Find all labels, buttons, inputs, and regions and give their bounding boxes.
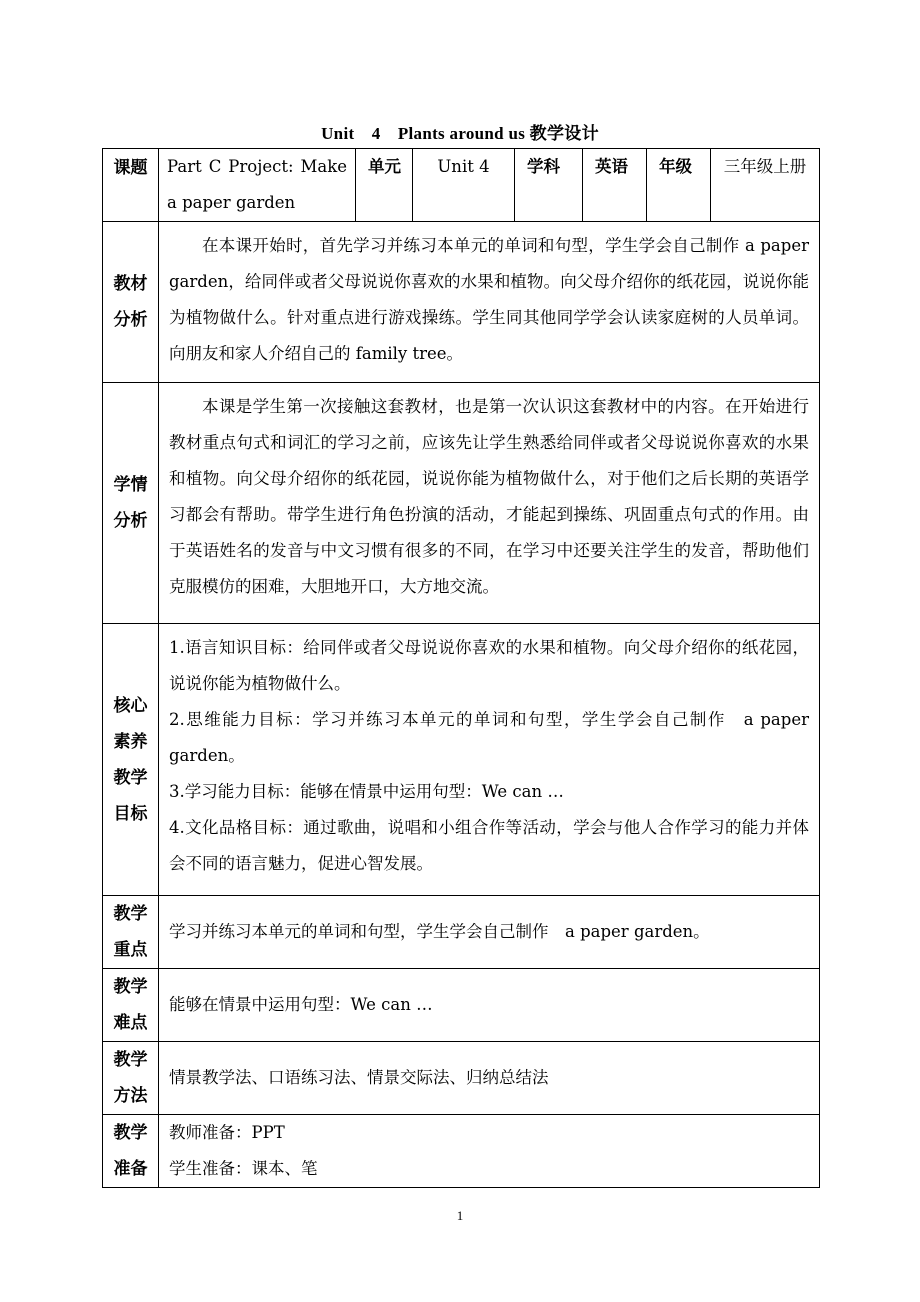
label-line: 核心 xyxy=(113,695,148,716)
unit-value: Unit 4 xyxy=(413,149,515,222)
label-line: 素养 xyxy=(113,731,148,752)
core-goals-label xyxy=(103,624,159,896)
subject-value: 英语 xyxy=(583,149,647,222)
teacher-prep: 教师准备：PPT xyxy=(169,1123,285,1142)
student-analysis-label xyxy=(103,383,159,624)
textbook-analysis-label xyxy=(103,222,159,383)
header-row xyxy=(103,149,820,222)
preparation-text xyxy=(159,1115,820,1188)
label-line: 教学 xyxy=(113,1123,148,1143)
topic-label: 课题 xyxy=(103,149,159,222)
label-line: 学情 xyxy=(113,475,148,495)
lesson-plan-table xyxy=(102,148,820,1188)
student-analysis-row xyxy=(103,383,820,624)
label-line: 教学 xyxy=(113,977,148,997)
textbook-analysis-text: 在本课开始时，首先学习并练习本单元的单词和句型，学生学会自己制作 a paper garden，给同伴或者父母说说你喜欢的水果和植物。向父母介绍你的纸花园，说说你能为植物做什么。针对重点进行游戏操练。学生同其他同学学会认读家庭树的人员单词。向朋友和家人介绍自己的 family tree。 xyxy=(159,222,820,383)
goal-item: 1.语言知识目标：给同伴或者父母说说你喜欢的水果和植物。向父母介绍你的纸花园，说说你能为植物做什么。 xyxy=(169,638,809,693)
goal-item: 4.文化品格目标：通过歌曲，说唱和小组合作等活动，学会与他人合作学习的能力并体会不同的语言魅力，促进心智发展。 xyxy=(169,818,809,873)
student-prep: 学生准备：课本、笔 xyxy=(169,1159,318,1178)
textbook-analysis-row xyxy=(103,222,820,383)
difficulty-text: 能够在情景中运用句型：We can … xyxy=(159,969,820,1042)
difficulty-row xyxy=(103,969,820,1042)
label-line: 分析 xyxy=(113,511,148,531)
label-line: 目标 xyxy=(113,803,148,824)
subject-label: 学科 xyxy=(515,149,583,222)
grade-label: 年级 xyxy=(647,149,711,222)
label-line: 分析 xyxy=(113,310,148,330)
label-line: 教材 xyxy=(113,274,148,294)
student-analysis-text: 本课是学生第一次接触这套教材，也是第一次认识这套教材中的内容。在开始进行教材重点句式和词汇的学习之前，应该先让学生熟悉给同伴或者父母说说你喜欢的水果和植物。向父母介绍你的纸花园，说说你能为植物做什么，对于他们之后长期的英语学习都会有帮助。带学生进行角色扮演的活动，才能起到操练、巩固重点句式的作用。由于英语姓名的发音与中文习惯有很多的不同，在学习中还要关注学生的发音，帮助他们克服模仿的困难，大胆地开口，大方地交流。 xyxy=(159,383,820,624)
method-row xyxy=(103,1042,820,1115)
label-line: 重点 xyxy=(113,940,148,960)
key-points-row xyxy=(103,896,820,969)
goal-item: 3.学习能力目标：能够在情景中运用句型：We can … xyxy=(169,782,564,801)
key-points-text: 学习并练习本单元的单词和句型，学生学会自己制作 a paper garden。 xyxy=(159,896,820,969)
label-line: 教学 xyxy=(113,1050,148,1070)
label-line: 难点 xyxy=(113,1013,148,1033)
preparation-label xyxy=(103,1115,159,1188)
preparation-row xyxy=(103,1115,820,1188)
core-goals-text xyxy=(159,624,820,896)
method-text: 情景教学法、口语练习法、情景交际法、归纳总结法 xyxy=(159,1042,820,1115)
label-line: 方法 xyxy=(113,1086,148,1106)
method-label xyxy=(103,1042,159,1115)
document-title: Unit 4 Plants around us 教学设计 xyxy=(321,124,599,143)
difficulty-label xyxy=(103,969,159,1042)
topic-value: Part C Project: Make a paper garden xyxy=(159,149,356,222)
unit-label: 单元 xyxy=(356,149,413,222)
key-points-label xyxy=(103,896,159,969)
grade-value: 三年级上册 xyxy=(711,149,820,222)
page-number: 1 xyxy=(456,1208,464,1223)
label-line: 教学 xyxy=(113,767,148,788)
goal-item: 2.思维能力目标：学习并练习本单元的单词和句型，学生学会自己制作 a paper garden。 xyxy=(169,710,809,765)
core-goals-row xyxy=(103,624,820,896)
label-line: 教学 xyxy=(113,904,148,924)
label-line: 准备 xyxy=(113,1159,148,1179)
